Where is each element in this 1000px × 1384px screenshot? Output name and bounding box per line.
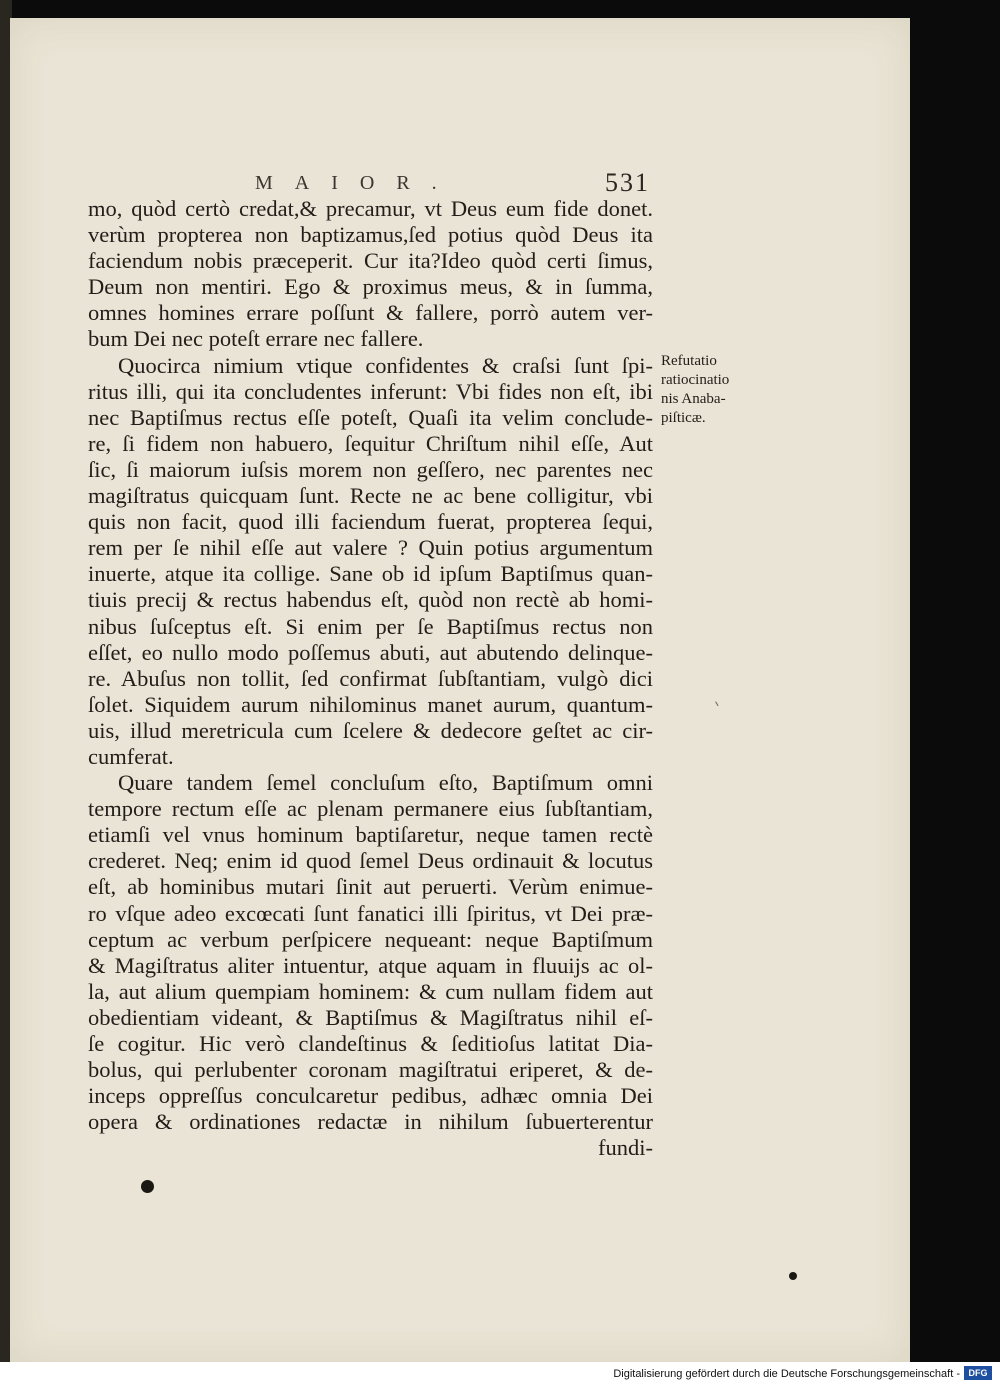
text-line: crederet. Neq; enim id quod ſemel Deus ordinauit & locutus (88, 848, 653, 874)
text-line: Deum non mentiri. Ego & proximus meus, & in ſumma, (88, 274, 653, 300)
text-line: eſt, ab hominibus mutari ſinit aut peruerti. Verùm enimue- (88, 874, 653, 900)
catchword: fundi- (598, 1135, 653, 1161)
text-line: mo, quòd certò credat,& precamur, vt Deus eum fide donet. (88, 196, 653, 221)
marginal-note-line: ratiocinatio (661, 372, 730, 388)
text-line: inuerte, atque ita collige. Sane ob id ipſum Baptiſmus quan- (88, 561, 653, 587)
text-line: bum Dei nec poteſt errare nec fallere. (88, 326, 424, 352)
text-line: etiamſi vel vnus hominum baptiſaretur, neque tamen rectè (88, 822, 653, 848)
page-number: 531 (605, 168, 650, 197)
text-line: rem per ſe nihil eſſe aut valere ? Quin potius argumentum (88, 535, 653, 561)
text-line: inceps oppreſſus conculcaretur pedibus, adhæc omnia Dei (88, 1083, 653, 1109)
body-text (88, 196, 653, 1161)
text-line: ro vſque adeo excœcati ſunt fanatici illi ſpiritus, vt Dei præ- (88, 900, 653, 926)
text-line: Quocirca nimium vtique confidentes & craſsi ſunt ſpi- (118, 352, 653, 378)
digitization-credit: Digitalisierung gefördert durch die Deutsche Forschungsgemeinschaft - (613, 1368, 960, 1380)
text-line: bolus, qui perlubenter coronam magiſtratui eriperet, & de- (88, 1057, 653, 1083)
text-line: ceptum ac verbum perſpicere nequeant: neque Baptiſmum (88, 926, 653, 952)
text-line: verùm propterea non baptizamus,ſed potius quòd Deus ita (88, 222, 653, 248)
marginal-note-line: Refutatio (661, 353, 717, 369)
text-line: eſſet, eo nullo modo poſſemus abuti, aut abutendo delinque- (88, 639, 653, 665)
ink-dot (141, 1180, 154, 1193)
text-line: faciendum nobis præceperit. Cur ita?Ideo quòd certi ſimus, (88, 248, 653, 274)
text-line: quis non facit, quod illi faciendum fuerat, propterea ſequi, (88, 509, 653, 535)
text-line: ritus illi, qui ita concludentes inferunt: Vbi fides non eſt, ibi (88, 378, 653, 404)
text-line: omnes homines errare poſſunt & fallere, porrò autem ver- (88, 300, 653, 326)
text-line: opera & ordinationes redactæ in nihilum ſubuerterentur (88, 1109, 653, 1135)
text-line: ſe cogitur. Hic verò clandeſtinus & ſeditioſus latitat Dia- (88, 1031, 653, 1056)
text-line: ſic, ſi maiorum iuſsis morem non geſſero, nec parentes nec (88, 456, 653, 482)
text-line: obedientiam videant, & Baptiſmus & Magiſtratus nihil eſ- (88, 1004, 653, 1030)
text-line: cumferat. (88, 743, 174, 769)
text-line: re, ſi fidem non habuero, ſequitur Chriſtum nihil eſſe, Aut (88, 430, 653, 456)
text-line: nibus ſuſceptus eſt. Si enim per ſe Baptiſmus rectus non (88, 613, 653, 639)
marginal-note-line: nis Anaba- (661, 391, 726, 407)
running-head: MAIOR. (255, 172, 459, 194)
ink-dot (789, 1272, 797, 1280)
text-line: re. Abuſus non tollit, ſed confirmat ſubſtantiam, vulgò dici (88, 665, 653, 691)
dfg-logo: DFG (964, 1366, 992, 1380)
text-line: & Magiſtratus aliter intuentur, atque aquam in fluuijs ac ol- (88, 952, 653, 978)
text-line: la, aut alium quempiam hominem: & cum nullam fidem aut (88, 978, 653, 1004)
text-line: tiuis precij & rectus habendus eſt, quòd non rectè ab homi- (88, 587, 653, 613)
marginal-note (661, 352, 761, 428)
text-line: tempore rectum eſſe ac plenam permanere eius ſubſtantiam, (88, 796, 653, 822)
text-line: ſolet. Siquidem aurum nihilominus manet aurum, quantum- (88, 691, 653, 717)
marginal-note-line: piſticæ. (661, 410, 706, 426)
text-line: magiſtratus quicquam ſunt. Recte ne ac bene colligitur, vbi (88, 483, 653, 509)
text-line: uis, illud meretricula cum ſcelere & dedecore geſtet ac cir- (88, 717, 653, 743)
text-line: nec Baptiſmus rectus eſſe poteſt, Quaſi ita velim conclude- (88, 404, 653, 430)
text-line: Quare tandem ſemel concluſum eſto, Baptiſmum omni (118, 770, 653, 796)
